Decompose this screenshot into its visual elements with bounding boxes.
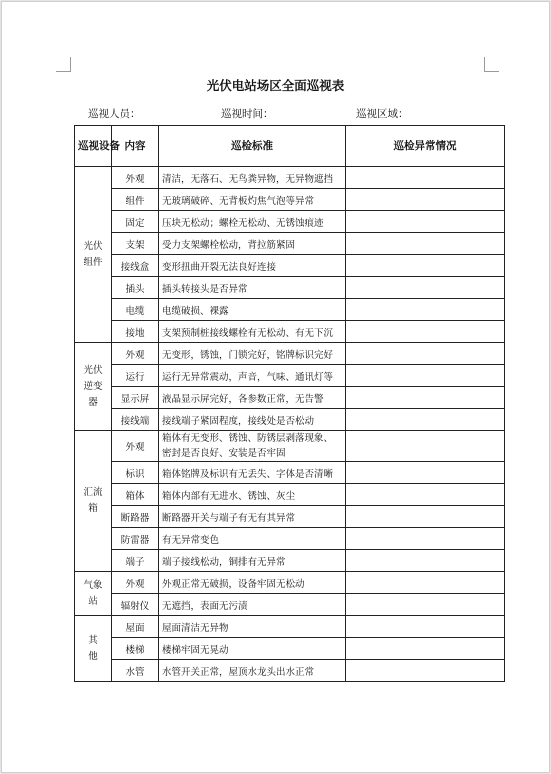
item-cell: 防雷器	[112, 528, 159, 550]
abnormal-input-cell[interactable]	[346, 211, 505, 233]
standard-cell: 无变形，锈蚀，门锁完好，铭牌标识完好	[159, 343, 346, 365]
standard-cell: 支架预制桩接线螺栓有无松动、有无下沉	[159, 321, 346, 343]
header-equipment: 巡视设备	[75, 126, 112, 167]
abnormal-input-cell[interactable]	[346, 343, 505, 365]
item-cell: 外观	[112, 167, 159, 189]
standard-cell: 接线端子紧固程度，接线处是否松动	[159, 409, 346, 431]
table-row	[75, 462, 505, 484]
item-cell: 电缆	[112, 299, 159, 321]
item-cell: 箱体	[112, 484, 159, 506]
standard-cell: 无遮挡，表面无污渍	[159, 594, 346, 616]
standard-cell: 箱体内部有无进水、锈蚀、灰尘	[159, 484, 346, 506]
equipment-cell: 其 他	[75, 616, 112, 682]
item-cell: 固定	[112, 211, 159, 233]
table-body	[75, 167, 505, 682]
standard-cell: 水管开关正常，屋顶水龙头出水正常	[159, 660, 346, 682]
standard-cell: 变形扭曲开裂无法良好连接	[159, 255, 346, 277]
equipment-cell: 气象 站	[75, 572, 112, 616]
document-page	[1, 1, 550, 773]
item-cell: 支架	[112, 233, 159, 255]
table-row	[75, 387, 505, 409]
table-row	[75, 638, 505, 660]
table-row	[75, 409, 505, 431]
standard-cell: 箱体有无变形、锈蚀、防锈层剥落现象、密封是否良好、安装是否牢固	[159, 431, 346, 462]
abnormal-input-cell[interactable]	[346, 660, 505, 682]
document-title: 光伏电站场区全面巡视表	[206, 78, 345, 93]
abnormal-input-cell[interactable]	[346, 572, 505, 594]
abnormal-input-cell[interactable]	[346, 233, 505, 255]
abnormal-input-cell[interactable]	[346, 409, 505, 431]
abnormal-input-cell[interactable]	[346, 484, 505, 506]
table-row	[75, 189, 505, 211]
table-row	[75, 594, 505, 616]
table-row	[75, 431, 505, 462]
abnormal-input-cell[interactable]	[346, 167, 505, 189]
standard-cell: 外观正常无破损，设备牢固无松动	[159, 572, 346, 594]
table-row	[75, 365, 505, 387]
table-row	[75, 616, 505, 638]
standard-cell: 箱体铭牌及标识有无丢失、字体是否清晰	[159, 462, 346, 484]
item-cell: 接线端	[112, 409, 159, 431]
abnormal-input-cell[interactable]	[346, 387, 505, 409]
standard-cell: 受力支架螺栓松动，背拉筋紧固	[159, 233, 346, 255]
standard-cell: 屋面清洁无异物	[159, 616, 346, 638]
table-row	[75, 484, 505, 506]
abnormal-input-cell[interactable]	[346, 462, 505, 484]
item-cell: 外观	[112, 572, 159, 594]
crop-mark-top-right	[484, 57, 499, 72]
abnormal-input-cell[interactable]	[346, 550, 505, 572]
item-cell: 插头	[112, 277, 159, 299]
header-abnormal: 巡检异常情况	[346, 126, 505, 167]
item-cell: 屋面	[112, 616, 159, 638]
table-row	[75, 255, 505, 277]
item-cell: 运行	[112, 365, 159, 387]
item-cell: 外观	[112, 343, 159, 365]
table-row	[75, 321, 505, 343]
standard-cell: 有无异常变色	[159, 528, 346, 550]
standard-cell: 电缆破损、裸露	[159, 299, 346, 321]
table-row	[75, 572, 505, 594]
abnormal-input-cell[interactable]	[346, 616, 505, 638]
abnormal-input-cell[interactable]	[346, 528, 505, 550]
standard-cell: 无玻璃破碎、无背板灼焦气泡等异常	[159, 189, 346, 211]
table-row	[75, 167, 505, 189]
table-row	[75, 211, 505, 233]
item-cell: 外观	[112, 431, 159, 462]
item-cell: 楼梯	[112, 638, 159, 660]
table-row	[75, 528, 505, 550]
item-cell: 断路器	[112, 506, 159, 528]
abnormal-input-cell[interactable]	[346, 189, 505, 211]
inspector-label: 巡视人员：	[88, 108, 141, 120]
equipment-cell: 光伏 逆变 器	[75, 343, 112, 431]
table-row	[75, 277, 505, 299]
header-item: 内容	[112, 126, 159, 167]
abnormal-input-cell[interactable]	[346, 365, 505, 387]
abnormal-input-cell[interactable]	[346, 431, 505, 462]
equipment-cell: 汇流 箱	[75, 431, 112, 572]
standard-cell: 断路器开关与端子有无有其异常	[159, 506, 346, 528]
standard-cell: 插头转接头是否异常	[159, 277, 346, 299]
inspection-table	[74, 125, 505, 682]
table-row	[75, 506, 505, 528]
standard-cell: 液晶显示屏完好，各参数正常，无告警	[159, 387, 346, 409]
abnormal-input-cell[interactable]	[346, 277, 505, 299]
item-cell: 水管	[112, 660, 159, 682]
standard-cell: 端子接线松动，铜排有无异常	[159, 550, 346, 572]
time-label: 巡视时间：	[221, 108, 274, 120]
standard-cell: 楼梯牢固无晃动	[159, 638, 346, 660]
area-label: 巡视区域：	[356, 108, 409, 120]
item-cell: 组件	[112, 189, 159, 211]
header-standard: 巡检标准	[159, 126, 346, 167]
crop-mark-top-left	[56, 57, 71, 72]
item-cell: 辐射仪	[112, 594, 159, 616]
table-header-row	[75, 126, 505, 167]
abnormal-input-cell[interactable]	[346, 299, 505, 321]
table-row	[75, 233, 505, 255]
standard-cell: 压块无松动；螺栓无松动、无锈蚀痕迹	[159, 211, 346, 233]
abnormal-input-cell[interactable]	[346, 255, 505, 277]
abnormal-input-cell[interactable]	[346, 638, 505, 660]
standard-cell: 运行无异常震动，声音，气味、通讯灯等	[159, 365, 346, 387]
abnormal-input-cell[interactable]	[346, 321, 505, 343]
abnormal-input-cell[interactable]	[346, 594, 505, 616]
table-row	[75, 550, 505, 572]
table-row	[75, 343, 505, 365]
item-cell: 接地	[112, 321, 159, 343]
standard-cell: 清洁，无落石、无鸟粪异物，无异物遮挡	[159, 167, 346, 189]
equipment-cell: 光伏 组件	[75, 167, 112, 343]
item-cell: 显示屏	[112, 387, 159, 409]
table-row	[75, 299, 505, 321]
item-cell: 标识	[112, 462, 159, 484]
item-cell: 接线盒	[112, 255, 159, 277]
abnormal-input-cell[interactable]	[346, 506, 505, 528]
item-cell: 端子	[112, 550, 159, 572]
table-row	[75, 660, 505, 682]
